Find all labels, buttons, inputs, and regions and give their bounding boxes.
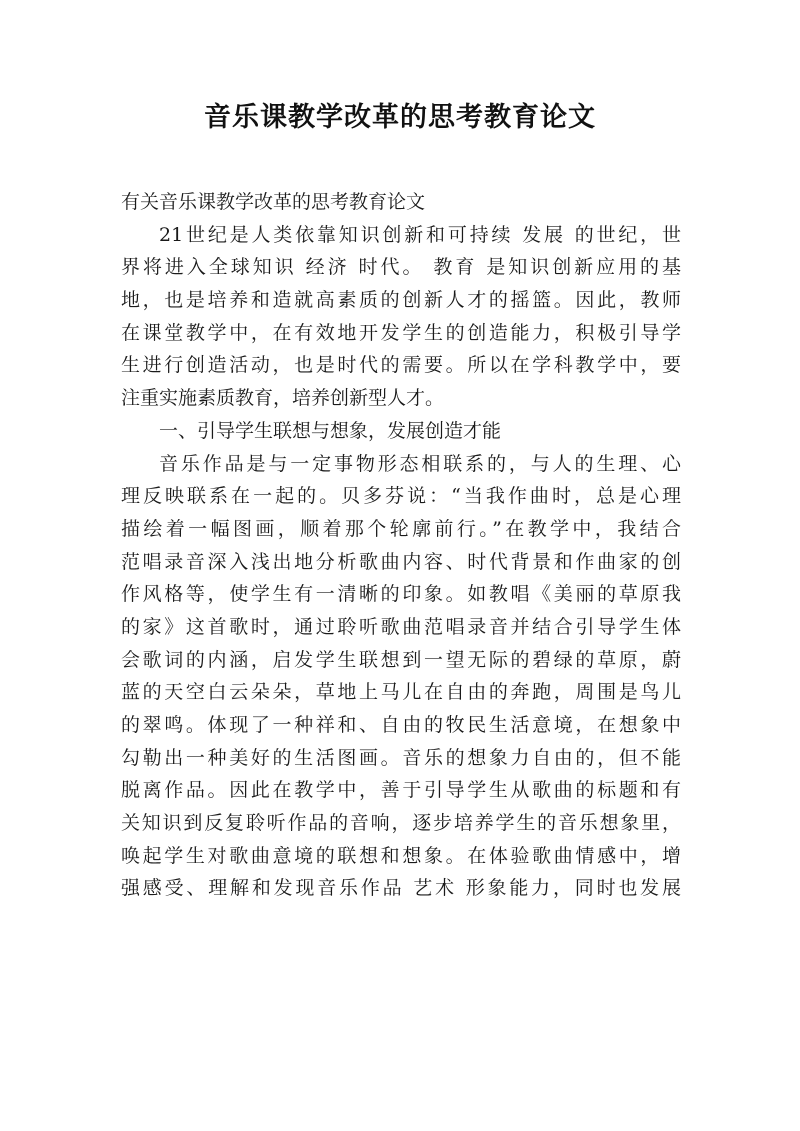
- body-line: 勾勒出一种美好的生活图画。音乐的想象力自由的，但不能: [121, 746, 681, 769]
- body-line: 强感受、理解和发现音乐作品 艺术 形象能力，同时也发展: [121, 877, 681, 900]
- document-title: 音乐课教学改革的思考教育论文: [204, 102, 596, 133]
- section-heading: 一、引导学生联想与想象，发展创造才能: [159, 419, 502, 442]
- body-line: 在课堂教学中，在有效地开发学生的创造能力，积极引导学: [121, 321, 681, 344]
- body-line: 蓝的天空白云朵朵，草地上马儿在自由的奔跑，周围是鸟儿: [121, 681, 681, 704]
- body-line: 唤起学生对歌曲意境的联想和想象。在体验歌曲情感中，增: [121, 844, 681, 867]
- body-line: 有关音乐课教学改革的思考教育论文: [121, 191, 426, 213]
- body-line: 会歌词的内涵，启发学生联想到一望无际的碧绿的草原，蔚: [121, 648, 681, 671]
- body-line: 关知识到反复聆听作品的音响，逐步培养学生的音乐想象里，: [121, 812, 681, 835]
- document-body: [121, 186, 681, 905]
- body-line: 脱离作品。因此在教学中，善于引导学生从歌曲的标题和有: [121, 779, 681, 802]
- body-line: 的翠鸣。体现了一种祥和、自由的牧民生活意境，在想象中: [121, 714, 681, 736]
- body-line: 注重实施素质教育，培养创新型人才。: [121, 387, 445, 410]
- body-line: 生进行创造活动，也是时代的需要。所以在学科教学中，要: [121, 354, 681, 377]
- body-line: 音乐作品是与一定事物形态相联系的，与人的生理、心: [159, 452, 681, 475]
- body-line: 21世纪是人类依靠知识创新和可持续 发展 的世纪，世: [159, 223, 681, 246]
- body-line: 作风格等，使学生有一清晰的印象。如教唱《美丽的草原我: [121, 583, 681, 606]
- body-line: 理反映联系在一起的。贝多芬说：“当我作曲时，总是心理: [121, 485, 681, 508]
- body-line: 地，也是培养和造就高素质的创新人才的摇篮。因此，教师: [121, 289, 681, 312]
- body-line: 界将进入全球知识 经济 时代。 教育 是知识创新应用的基: [121, 256, 681, 279]
- body-line: 范唱录音深入浅出地分析歌曲内容、时代背景和作曲家的创: [121, 550, 681, 573]
- body-line: 描绘着一幅图画，顺着那个轮廓前行。”在教学中，我结合: [121, 517, 681, 540]
- body-line: 的家》这首歌时，通过聆听歌曲范唱录音并结合引导学生体: [121, 615, 681, 638]
